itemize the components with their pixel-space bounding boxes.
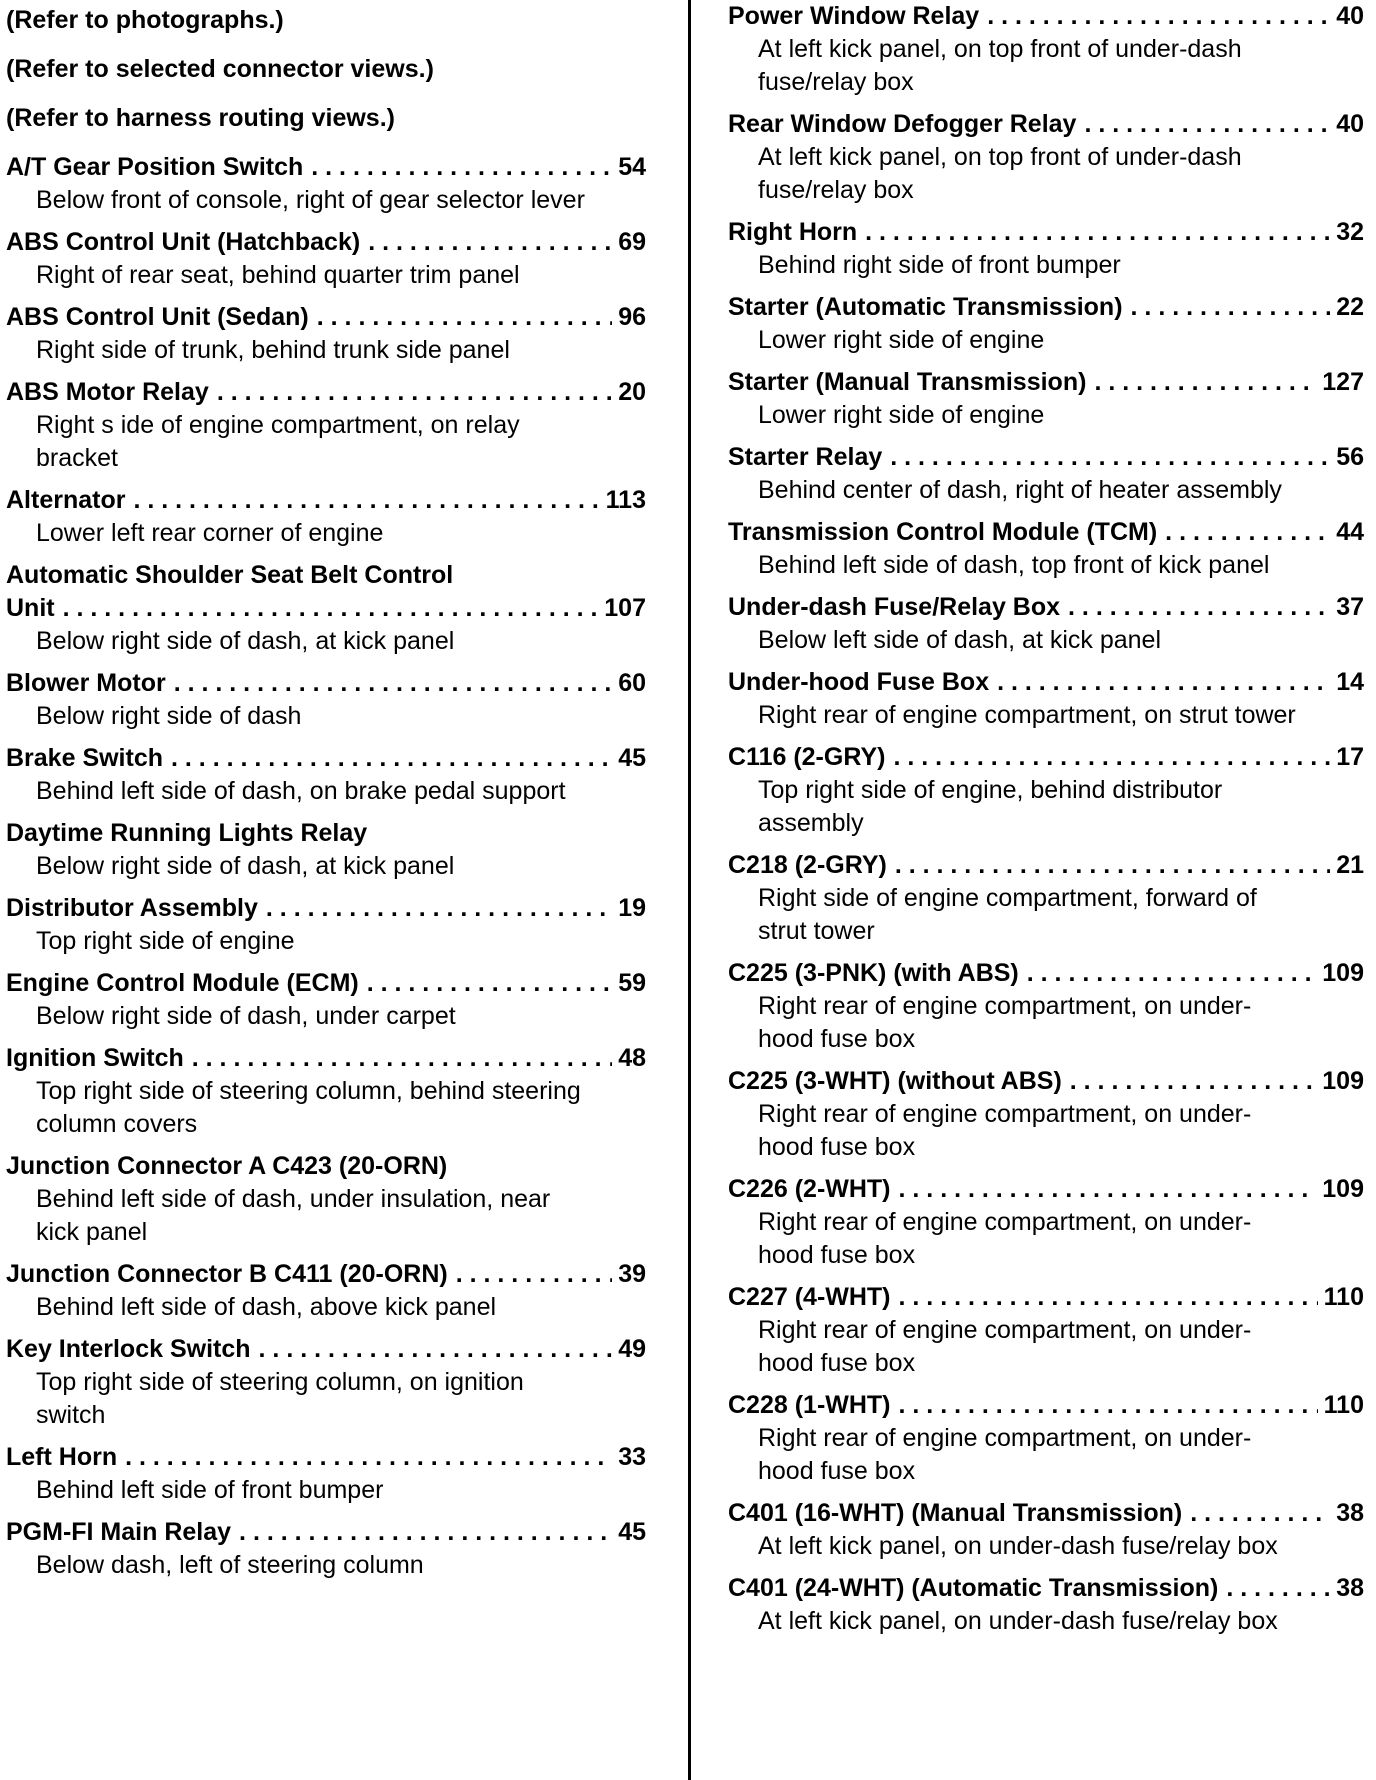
component-location: Right of rear seat, behind quarter trim panel	[36, 261, 520, 289]
component-heading	[728, 741, 1364, 774]
dot-leader	[893, 741, 1330, 774]
component-heading	[728, 1281, 1364, 1314]
dot-leader	[367, 967, 612, 1000]
component-location: At left kick panel, on top front of under-dash fuse/relay box	[758, 143, 1242, 204]
component-location: Lower right side of engine	[758, 401, 1045, 429]
right-entry-list	[728, 0, 1364, 1638]
component-location: Below dash, left of steering column	[36, 1551, 424, 1579]
dot-leader	[997, 666, 1330, 699]
component-entry	[728, 591, 1364, 657]
component-location: Right rear of engine compartment, on under-hood fuse box	[758, 1316, 1252, 1377]
component-location: Below right side of dash	[36, 702, 302, 730]
component-location: Top right side of engine	[36, 927, 295, 955]
component-name: C227 (4-WHT)	[728, 1283, 891, 1311]
dot-leader	[133, 484, 599, 517]
page-number: 96	[618, 303, 646, 331]
page-number: 37	[1336, 593, 1364, 621]
component-entry	[728, 441, 1364, 507]
component-entry	[6, 484, 646, 550]
component-entry	[728, 1281, 1364, 1380]
component-location: Right rear of engine compartment, on under-hood fuse box	[758, 992, 1252, 1053]
component-name-line: Automatic Shoulder Seat Belt Control	[6, 561, 454, 589]
page-number: 60	[618, 669, 646, 697]
page-number: 56	[1336, 443, 1364, 471]
component-name: Starter Relay	[728, 443, 883, 471]
page-number: 44	[1336, 518, 1364, 546]
component-entry	[6, 151, 646, 217]
dot-leader	[456, 1258, 612, 1291]
component-heading	[6, 592, 646, 625]
component-heading	[6, 892, 646, 925]
component-heading	[6, 226, 646, 259]
component-name: ABS Control Unit (Hatchback)	[6, 228, 361, 256]
component-name: C225 (3-PNK) (with ABS)	[728, 959, 1019, 987]
component-heading	[6, 151, 646, 184]
component-location: Behind center of dash, right of heater assembly	[758, 476, 1282, 504]
page-number: 45	[618, 744, 646, 772]
dot-leader	[1094, 366, 1316, 399]
component-heading	[6, 1516, 646, 1549]
page-number: 38	[1336, 1499, 1364, 1527]
dot-leader	[174, 667, 612, 700]
component-entry	[6, 1150, 646, 1249]
component-heading	[728, 666, 1364, 699]
dot-leader	[317, 301, 612, 334]
component-entry	[728, 1497, 1364, 1563]
dot-leader	[899, 1389, 1318, 1422]
note-connector-views: (Refer to selected connector views.)	[6, 55, 434, 83]
component-name: C225 (3-WHT) (without ABS)	[728, 1067, 1062, 1095]
component-heading	[728, 957, 1364, 990]
component-location: Right rear of engine compartment, on under-hood fuse box	[758, 1100, 1252, 1161]
page-number: 39	[618, 1260, 646, 1288]
component-heading	[728, 849, 1364, 882]
component-name: PGM-FI Main Relay	[6, 1518, 232, 1546]
page-number: 19	[618, 894, 646, 922]
component-location: Right rear of engine compartment, on strut tower	[758, 701, 1296, 729]
component-name: A/T Gear Position Switch	[6, 153, 304, 181]
component-heading	[728, 0, 1364, 33]
component-location: Right rear of engine compartment, on under-hood fuse box	[758, 1424, 1252, 1485]
component-heading	[728, 441, 1364, 474]
dot-leader	[1084, 108, 1330, 141]
component-location: Below left side of dash, at kick panel	[758, 626, 1162, 654]
component-location: At left kick panel, on under-dash fuse/relay box	[758, 1607, 1278, 1635]
component-heading	[728, 216, 1364, 249]
component-entry	[728, 516, 1364, 582]
component-location: Below right side of dash, at kick panel	[36, 852, 455, 880]
component-name: Junction Connector A C423 (20-ORN)	[6, 1152, 448, 1180]
component-location: Behind left side of dash, above kick panel	[36, 1293, 497, 1321]
component-entry	[728, 0, 1364, 99]
dot-leader	[899, 1173, 1317, 1206]
component-entry	[6, 667, 646, 733]
component-location: Right s ide of engine compartment, on relay bracket	[36, 411, 520, 472]
component-entry	[728, 291, 1364, 357]
left-entry-list	[6, 151, 646, 1582]
page-number: 54	[618, 153, 646, 181]
component-heading	[728, 1497, 1364, 1530]
page-number: 69	[618, 228, 646, 256]
component-name: Right Horn	[728, 218, 858, 246]
page-number: 21	[1336, 851, 1364, 879]
component-entry	[728, 108, 1364, 207]
page-number: 14	[1336, 668, 1364, 696]
page-number: 49	[618, 1335, 646, 1363]
component-entry	[6, 1258, 646, 1324]
page-number: 22	[1336, 293, 1364, 321]
component-heading	[6, 817, 646, 850]
component-location: Top right side of steering column, on ignition switch	[36, 1368, 524, 1429]
page-number: 127	[1322, 368, 1364, 396]
component-entry	[6, 742, 646, 808]
dot-leader	[125, 1441, 612, 1474]
component-name: Unit	[6, 594, 55, 622]
dot-leader	[1070, 1065, 1317, 1098]
dot-leader	[890, 441, 1330, 474]
component-entry	[728, 1173, 1364, 1272]
component-location: Top right side of steering column, behind steering column covers	[36, 1077, 581, 1138]
dot-leader	[266, 892, 612, 925]
component-heading	[728, 1065, 1364, 1098]
dot-leader	[895, 849, 1330, 882]
component-heading	[6, 1150, 646, 1183]
page-number: 110	[1323, 1391, 1364, 1419]
page-number: 40	[1336, 110, 1364, 138]
component-entry	[6, 226, 646, 292]
component-location: Right side of engine compartment, forward of strut tower	[758, 884, 1257, 945]
page-number: 17	[1336, 743, 1364, 771]
note-harness-routing: (Refer to harness routing views.)	[6, 104, 395, 132]
component-location: Below front of console, right of gear selector lever	[36, 186, 585, 214]
component-name: C218 (2-GRY)	[728, 851, 887, 879]
component-name: Rear Window Defogger Relay	[728, 110, 1077, 138]
dot-leader	[192, 1042, 612, 1075]
component-name: C401 (24-WHT) (Automatic Transmission)	[728, 1574, 1219, 1602]
component-name: Starter (Automatic Transmission)	[728, 293, 1123, 321]
component-location: Right rear of engine compartment, on under-hood fuse box	[758, 1208, 1252, 1269]
component-name: C401 (16-WHT) (Manual Transmission)	[728, 1499, 1183, 1527]
dot-leader	[1131, 291, 1331, 324]
component-heading	[6, 742, 646, 775]
component-heading	[728, 1389, 1364, 1422]
page-number: 45	[618, 1518, 646, 1546]
component-location: Behind left side of dash, under insulation, near kick panel	[36, 1185, 551, 1246]
component-entry	[6, 892, 646, 958]
component-name: Brake Switch	[6, 744, 164, 772]
component-heading	[6, 376, 646, 409]
component-heading	[6, 1441, 646, 1474]
page-number: 109	[1322, 1175, 1364, 1203]
component-name: Key Interlock Switch	[6, 1335, 251, 1363]
component-entry	[6, 1516, 646, 1582]
component-name: ABS Motor Relay	[6, 378, 209, 406]
dot-leader	[899, 1281, 1318, 1314]
component-heading	[728, 291, 1364, 324]
component-entry	[728, 1065, 1364, 1164]
component-entry	[728, 957, 1364, 1056]
page-number: 113	[605, 486, 646, 514]
component-entry	[728, 1389, 1364, 1488]
component-name: C228 (1-WHT)	[728, 1391, 891, 1419]
dot-leader	[1190, 1497, 1330, 1530]
component-name: Left Horn	[6, 1443, 118, 1471]
page-number: 48	[618, 1044, 646, 1072]
dot-leader	[1165, 516, 1330, 549]
component-heading	[728, 1572, 1364, 1605]
component-location: Below right side of dash, under carpet	[36, 1002, 456, 1030]
component-entry	[6, 1333, 646, 1432]
page-number: 109	[1322, 1067, 1364, 1095]
component-location: Below right side of dash, at kick panel	[36, 627, 455, 655]
dot-leader	[259, 1333, 613, 1366]
component-heading	[728, 366, 1364, 399]
dot-leader	[865, 216, 1330, 249]
component-name: C226 (2-WHT)	[728, 1175, 891, 1203]
dot-leader	[368, 226, 612, 259]
page-number: 109	[1322, 959, 1364, 987]
component-name: Power Window Relay	[728, 2, 980, 30]
component-entry	[728, 1572, 1364, 1638]
component-name: Under-hood Fuse Box	[728, 668, 990, 696]
component-name: Ignition Switch	[6, 1044, 184, 1072]
component-location: Lower left rear corner of engine	[36, 519, 384, 547]
component-heading	[6, 301, 646, 334]
dot-leader	[239, 1516, 612, 1549]
page-number: 38	[1336, 1574, 1364, 1602]
component-entry	[728, 849, 1364, 948]
component-name: Blower Motor	[6, 669, 166, 697]
component-name: Daytime Running Lights Relay	[6, 819, 368, 847]
component-entry	[6, 817, 646, 883]
left-column	[6, 0, 646, 1591]
component-name: Engine Control Module (ECM)	[6, 969, 359, 997]
component-name: Starter (Manual Transmission)	[728, 368, 1087, 396]
component-heading	[728, 516, 1364, 549]
component-entry	[728, 216, 1364, 282]
component-heading	[728, 108, 1364, 141]
component-entry	[6, 967, 646, 1033]
component-name: Transmission Control Module (TCM)	[728, 518, 1158, 546]
component-location: At left kick panel, on top front of under-dash fuse/relay box	[758, 35, 1242, 96]
component-heading	[6, 1333, 646, 1366]
dot-leader	[987, 0, 1330, 33]
component-heading	[6, 967, 646, 1000]
page-number: 107	[604, 594, 646, 622]
component-heading	[6, 1258, 646, 1291]
dot-leader	[1068, 591, 1330, 624]
component-heading	[728, 591, 1364, 624]
dot-leader	[311, 151, 612, 184]
page-number: 20	[618, 378, 646, 406]
component-entry	[728, 741, 1364, 840]
page-number: 32	[1336, 218, 1364, 246]
dot-leader	[171, 742, 612, 775]
dot-leader	[217, 376, 612, 409]
dot-leader	[1027, 957, 1317, 990]
component-location: Lower right side of engine	[758, 326, 1045, 354]
component-heading	[6, 667, 646, 700]
page-number: 110	[1323, 1283, 1364, 1311]
note-photographs: (Refer to photographs.)	[6, 6, 284, 34]
component-heading	[6, 484, 646, 517]
page-number: 40	[1336, 2, 1364, 30]
component-location: Behind left side of dash, on brake pedal support	[36, 777, 566, 805]
component-name: ABS Control Unit (Sedan)	[6, 303, 309, 331]
component-heading	[6, 1042, 646, 1075]
dot-leader	[1226, 1572, 1330, 1605]
component-entry	[6, 559, 646, 658]
component-heading	[728, 1173, 1364, 1206]
component-location: Right side of trunk, behind trunk side panel	[36, 336, 510, 364]
component-entry	[6, 1441, 646, 1507]
component-location: Behind left side of front bumper	[36, 1476, 384, 1504]
component-entry	[6, 1042, 646, 1141]
component-location: Top right side of engine, behind distributor assembly	[758, 776, 1223, 837]
component-name: Alternator	[6, 486, 126, 514]
component-location: Behind left side of dash, top front of kick panel	[758, 551, 1270, 579]
column-divider	[688, 0, 691, 1780]
component-location: At left kick panel, on under-dash fuse/relay box	[758, 1532, 1278, 1560]
component-name: C116 (2-GRY)	[728, 743, 886, 771]
component-name: Under-dash Fuse/Relay Box	[728, 593, 1061, 621]
component-name: Junction Connector B C411 (20-ORN)	[6, 1260, 448, 1288]
component-entry	[6, 301, 646, 367]
page-number: 59	[618, 969, 646, 997]
component-name: Distributor Assembly	[6, 894, 258, 922]
dot-leader	[63, 592, 599, 625]
component-entry	[728, 366, 1364, 432]
component-entry	[6, 376, 646, 475]
page-number: 33	[618, 1443, 646, 1471]
component-location: Behind right side of front bumper	[758, 251, 1121, 279]
right-column	[728, 0, 1364, 1647]
component-entry	[728, 666, 1364, 732]
